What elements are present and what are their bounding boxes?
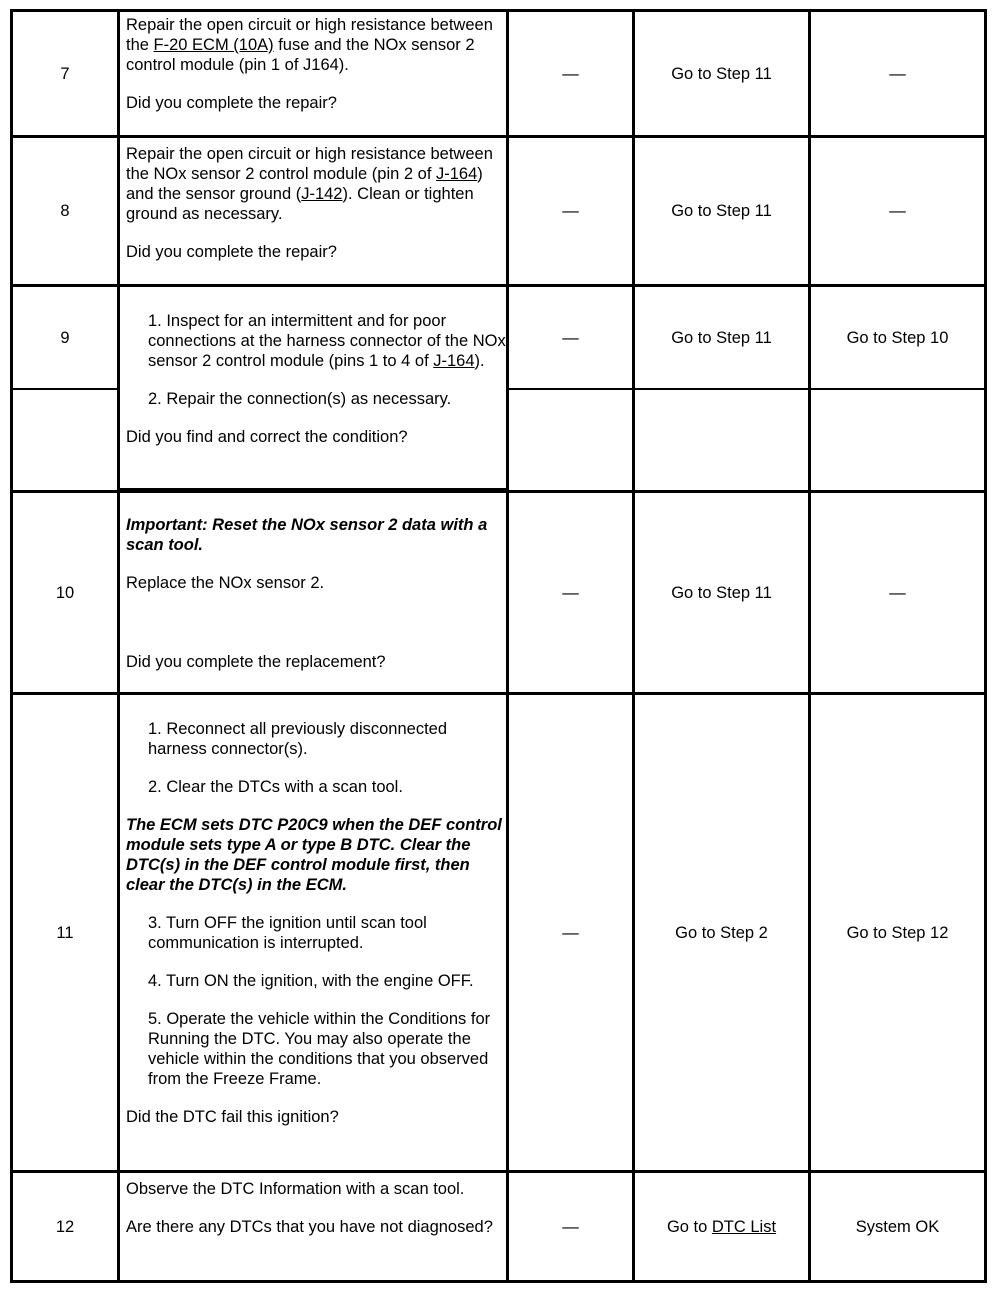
fuse-link[interactable]: F-20 ECM (10A) <box>153 36 274 54</box>
yes-cell: Go to Step 11 <box>671 583 772 602</box>
yes-cell: Go to Step 11 <box>671 64 772 83</box>
action-question: Did you complete the repair? <box>126 243 337 261</box>
connector-link[interactable]: J-164 <box>436 165 478 183</box>
action-cell <box>120 311 506 447</box>
yes-text: Go to <box>666 1217 712 1236</box>
action-text-part: fuse and the NOx sensor 2 control module (pin 1 of J164). <box>126 36 475 74</box>
yes-cell <box>635 1173 808 1280</box>
action-question: Are there any DTCs that you have not diagnosed? <box>126 1218 493 1236</box>
step-number: 11 <box>56 923 74 942</box>
action-question: Did the DTC fail this ignition? <box>126 1108 339 1126</box>
values-cell: — <box>562 1217 579 1236</box>
step-number: 9 <box>60 328 70 347</box>
action-text: Replace the NOx sensor 2. <box>126 574 325 592</box>
values-cell: — <box>562 202 579 220</box>
important-note: Important: Reset the NOx sensor 2 data with a scan tool. <box>126 516 488 554</box>
action-text-part: ). <box>474 352 485 370</box>
yes-cell: Go to Step 11 <box>671 328 772 347</box>
action-text-part: ). Clean or tighten ground as necessary. <box>126 185 474 223</box>
action-text-part: Repair the open circuit or high resistance between the NOx sensor 2 control module (pin 2 of <box>126 145 493 183</box>
action-question: Did you complete the repair? <box>126 94 337 112</box>
action-cell <box>120 719 506 1127</box>
action-question: Did you complete the replacement? <box>126 653 386 671</box>
ground-link[interactable]: J-142 <box>301 185 343 203</box>
action-text-part: Repair the open circuit or high resistance between the <box>126 16 493 54</box>
action-step: 1. Reconnect all previously disconnected harness connector(s). <box>148 720 448 758</box>
yes-cell: Go to Step 2 <box>675 923 768 942</box>
action-step: 4. Turn ON the ignition, with the engine OFF. <box>148 972 474 990</box>
action-cell <box>120 1179 506 1237</box>
action-step: 3. Turn OFF the ignition until scan tool communication is interrupted. <box>148 914 427 952</box>
no-cell: — <box>889 64 906 83</box>
action-step: 2. Repair the connection(s) as necessary. <box>148 390 452 408</box>
no-cell: — <box>889 583 906 602</box>
no-cell: Go to Step 12 <box>846 923 949 942</box>
action-text: Observe the DTC Information with a scan tool. <box>126 1180 465 1198</box>
step-number: 8 <box>60 202 70 220</box>
grid-line <box>10 388 119 390</box>
action-text-part: ) and the sensor ground ( <box>126 165 483 203</box>
action-cell <box>120 515 506 672</box>
action-cell <box>120 15 506 113</box>
action-text <box>126 144 506 224</box>
grid-line <box>984 9 987 1283</box>
no-cell: System OK <box>855 1217 940 1236</box>
yes-cell: Go to Step 11 <box>671 202 772 220</box>
no-cell: Go to Step 10 <box>846 328 949 347</box>
step-number: 12 <box>55 1217 75 1236</box>
action-step <box>126 311 506 371</box>
connector-link[interactable]: J-164 <box>433 352 475 370</box>
action-text <box>126 15 506 75</box>
grid-line <box>10 1280 987 1283</box>
action-step: 2. Clear the DTCs with a scan tool. <box>148 778 403 796</box>
values-cell: — <box>562 64 579 83</box>
values-cell: — <box>562 328 579 347</box>
step-number: 7 <box>60 64 70 83</box>
action-question: Did you find and correct the condition? <box>126 428 408 446</box>
grid-line <box>506 388 987 390</box>
values-cell: — <box>562 923 579 942</box>
values-cell: — <box>562 583 579 602</box>
dtc-list-link[interactable]: DTC List <box>711 1217 777 1236</box>
important-note: The ECM sets DTC P20C9 when the DEF control module sets type A or type B DTC. Clear the DTC(s) in the DEF control module first, then clear the DTC(s) in the ECM. <box>126 816 502 894</box>
step-number: 10 <box>55 583 75 602</box>
action-step: 5. Operate the vehicle within the Conditions for Running the DTC. You may also operate the vehicle within the conditions that you observed from the Freeze Frame. <box>148 1010 491 1088</box>
action-cell <box>120 144 506 262</box>
action-text-part: 1. Inspect for an intermittent and for poor connections at the harness connector of the NOx sensor 2 control module (pins 1 to 4 of <box>148 312 506 370</box>
no-cell: — <box>889 202 906 220</box>
